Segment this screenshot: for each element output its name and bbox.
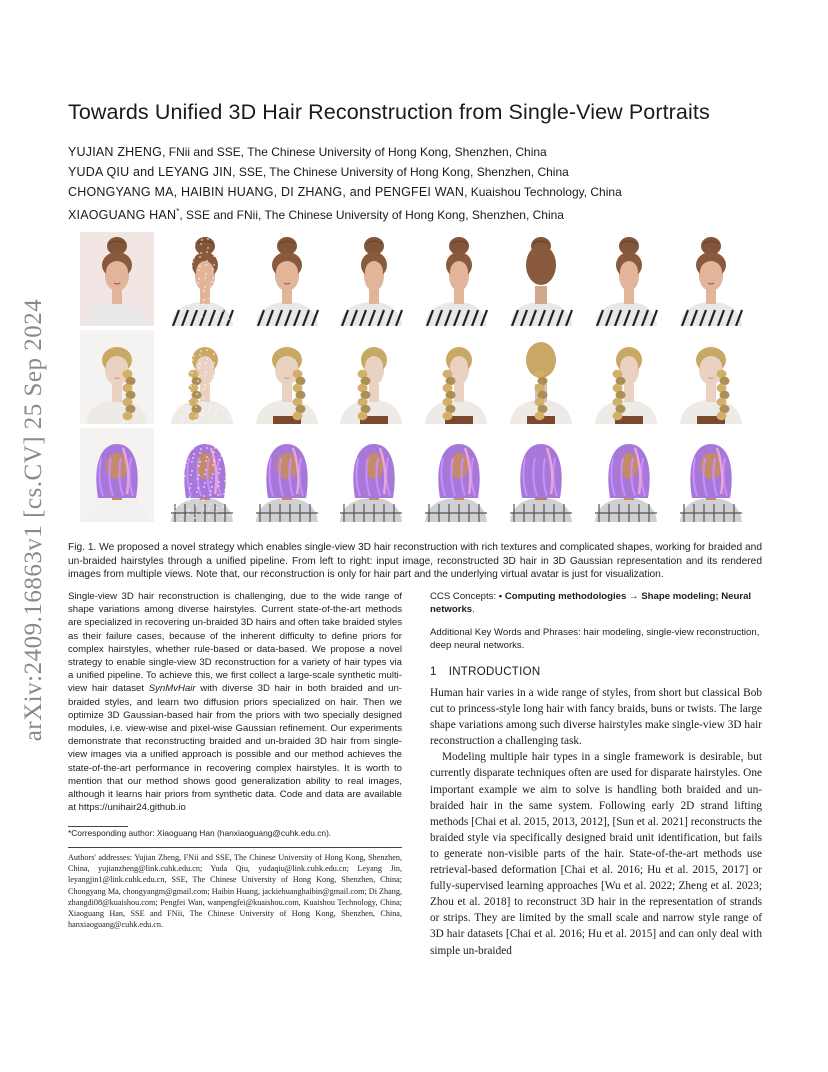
- abstract-text-a: Single-view 3D hair reconstruction is challenging, due to the wide range of shape variations among diverse hairstyles. Current state-of-the-art methods are specialized in recovering un-braided 3D hairs and often take braided styles as their failure cases, because of the inherent difficulty to define priors for complex hairstyles, whether rule-based or data-based. We propose a novel strategy to enable single-view 3D reconstruction for a variety of hair types via a unified pipeline. To achieve this, we first collect a large-scale synthetic multi-view hair dataset: [68, 591, 402, 695]
- gaussian-hair-render: [165, 330, 239, 424]
- paper-title: Towards Unified 3D Hair Reconstruction from Single-View Portraits: [68, 100, 710, 124]
- rendered-view-image: [504, 428, 578, 522]
- author-names: YUDA QIU and LEYANG JIN: [68, 165, 233, 179]
- author-affiliation: , SSE and FNii, The Chinese University of Hong Kong, Shenzhen, China: [179, 208, 564, 222]
- dataset-name: SynMvHair: [148, 683, 196, 695]
- address-rule: [68, 847, 402, 848]
- portrait-illustration: [165, 330, 239, 424]
- right-column: [430, 590, 762, 959]
- portrait-illustration: [165, 232, 239, 326]
- author-addresses: Authors' addresses: Yujian Zheng, FNii and SSE, The Chinese University of Hong Kong, Shenzhen, China, yujianzheng@link.cuhk.edu.cn; Yuda Qiu, yudaqiu@link.cuhk.edu.cn; Leyang Jin, leyangjin1@link.cuhk.edu.cn, SSE, The Chinese University of Hong Kong, Shenzhen, China; Chongyang Ma, chongyangm@gmail.com; Haibin Huang, jackiehuanghaibin@gmail.com; Di Zhang, zhangdi08@kuaishou.com; Pengfei Wan, wanpengfei@kuaishou.com, Kuaishou Technology, China; Xiaoguang Han, SSE and FNii, The Chinese University of Hong Kong, Shenzhen, China, hanxiaoguang@cuhk.edu.cn.: [68, 853, 402, 930]
- portrait-illustration: [504, 428, 578, 522]
- ccs-bold: • Computing methodologies → Shape modeling; Neural networks: [430, 591, 752, 615]
- author-affiliation: , SSE, The Chinese University of Hong Kong, Shenzhen, China: [232, 165, 569, 179]
- rendered-view-image: [674, 428, 748, 522]
- rendered-view-image: [504, 232, 578, 326]
- abstract-text-b: with diverse 3D hair in both braided and un-braided styles, and learn two diffusion priors specialized on hair. Then we optimize 3D Gaussian-based hair from the priors with two specially designed modules, i.e. view-wise and pixel-wise Gaussian refinement. Our experiments demonstrate that reconstructing braided and un-braided 3D hair from single-view images via a unified approach is possible and our method achieves the state-of-the-art performance in recovering complex hairstyles. It is worth to mention that our method shows good generalization ability to real images, although it learns hair priors from synthetic data. Code and data are available at https://unihair24.github.io: [68, 683, 402, 814]
- portrait-illustration: [250, 428, 324, 522]
- author-block: [68, 142, 622, 225]
- rendered-view-image: [250, 232, 324, 326]
- rendered-view-image: [589, 232, 663, 326]
- author-line: [68, 142, 622, 162]
- intro-paragraph: Human hair varies in a wide range of styles, from short but classical Bob cut to princess-style long hair with fancy braids, buns or twists. The large shape variations among such diverse hairstyles make single-view 3D hair reconstruction a challenging task.: [430, 687, 762, 748]
- section-title: INTRODUCTION: [448, 666, 541, 678]
- portrait-illustration: [419, 330, 493, 424]
- corresponding-footnote: *Corresponding author: Xiaoguang Han (hanxiaoguang@cuhk.edu.cn).: [68, 828, 332, 838]
- portrait-illustration: [250, 330, 324, 424]
- rendered-view-image: [334, 232, 408, 326]
- ccs-prefix: CCS Concepts:: [430, 591, 499, 602]
- section-number: 1: [430, 666, 437, 678]
- rendered-view-image: [419, 428, 493, 522]
- portrait-illustration: [250, 232, 324, 326]
- gaussian-hair-render: [165, 428, 239, 522]
- author-names: CHONGYANG MA, HAIBIN HUANG, DI ZHANG, and PENGFEI WAN: [68, 185, 465, 199]
- portrait-illustration: [589, 330, 663, 424]
- ccs-concepts: [430, 590, 762, 616]
- input-portrait-image: [80, 428, 154, 522]
- arxiv-stamp: [14, 285, 54, 755]
- figure-caption: Fig. 1. We proposed a novel strategy which enables single-view 3D hair reconstruction with rich textures and complicated shapes, working for braided and un-braided hairstyles through a unified pipeline. From left to right: input image, reconstructed 3D hair in 3D Gaussian representation and its rendered images from multiple views. Note that, our reconstruction is only for hair part and the underlying virtual avatar is just for visualization.: [68, 542, 762, 580]
- rendered-view-image: [334, 330, 408, 424]
- author-line: [68, 202, 622, 225]
- author-line: [68, 162, 622, 182]
- input-portrait-image: [80, 232, 154, 326]
- keywords: Additional Key Words and Phrases: hair modeling, single-view reconstruction, deep neural networks.: [430, 627, 760, 651]
- rendered-view-image: [674, 232, 748, 326]
- gaussian-hair-render: [165, 232, 239, 326]
- arxiv-stamp-text: arXiv:2409.16863v1 [cs.CV] 25 Sep 2024: [20, 298, 47, 742]
- footnote-rule: [68, 826, 128, 827]
- portrait-illustration: [589, 428, 663, 522]
- author-names: YUJIAN ZHENG: [68, 145, 163, 159]
- portrait-illustration: [334, 232, 408, 326]
- author-affiliation: , FNii and SSE, The Chinese University of Hong Kong, Shenzhen, China: [162, 145, 547, 159]
- portrait-illustration: [504, 330, 578, 424]
- teaser-figure: [80, 232, 748, 524]
- portrait-illustration: [334, 428, 408, 522]
- ccs-suffix: .: [472, 604, 475, 615]
- rendered-view-image: [334, 428, 408, 522]
- portrait-illustration: [334, 330, 408, 424]
- portrait-illustration: [80, 428, 154, 522]
- portrait-illustration: [419, 428, 493, 522]
- section-heading: [430, 666, 762, 678]
- portrait-illustration: [674, 330, 748, 424]
- rendered-view-image: [589, 428, 663, 522]
- author-affiliation: , Kuaishou Technology, China: [464, 185, 622, 199]
- portrait-illustration: [504, 232, 578, 326]
- abstract: [68, 590, 402, 814]
- author-line: [68, 182, 622, 202]
- portrait-illustration: [674, 232, 748, 326]
- portrait-illustration: [165, 428, 239, 522]
- portrait-illustration: [419, 232, 493, 326]
- portrait-illustration: [589, 232, 663, 326]
- rendered-view-image: [419, 232, 493, 326]
- author-names: XIAOGUANG HAN: [68, 208, 177, 222]
- rendered-view-image: [419, 330, 493, 424]
- rendered-view-image: [589, 330, 663, 424]
- introduction-text: [430, 685, 762, 959]
- portrait-illustration: [80, 330, 154, 424]
- rendered-view-image: [674, 330, 748, 424]
- portrait-illustration: [674, 428, 748, 522]
- input-portrait-image: [80, 330, 154, 424]
- rendered-view-image: [250, 428, 324, 522]
- rendered-view-image: [250, 330, 324, 424]
- portrait-illustration: [80, 232, 154, 326]
- intro-paragraph: Modeling multiple hair types in a single framework is desirable, but currently disparate techniques often are used for disparate hairstyles. One important example we aim to solve is handling both braided and un-braided hair in the same system. Following early 2D strand lifting methods [Chai et al. 2015, 2013, 2012], [Sun et al. 2021] reconstructs the braided style via specifically designed braid unit identification, but fails to generate non-visible parts of the hair. State-of-the-art methods use retrieval-based deformation [Chai et al. 2016; Hu et al. 2015, 2017] or fully-supervised learning approaches [Wu et al. 2022; Zheng et al. 2023; Zhou et al. 2018] to reconstruct 3D hair in the representation of strands or strips. They are limited by the small scale and narrow style range of 3D hair datasets [Chai et al. 2016; Hu et al. 2015] and can only deal with simple un-braided: [430, 751, 762, 957]
- corresponding-mark: *: [176, 207, 180, 216]
- rendered-view-image: [504, 330, 578, 424]
